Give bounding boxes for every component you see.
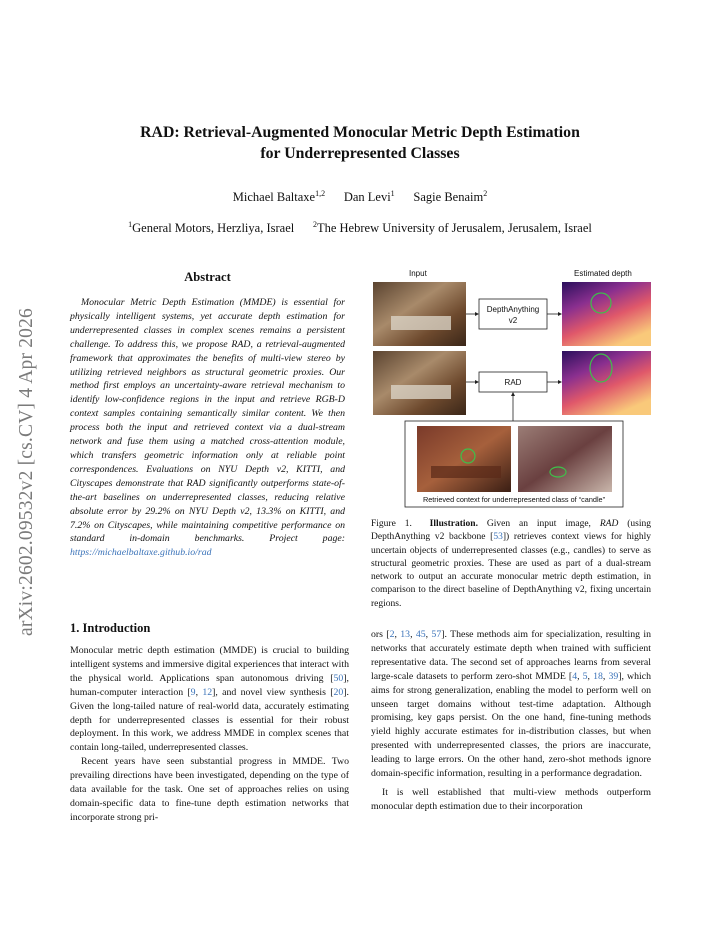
- paragraph: Recent years have seen substantial progress in MMDE. Two prevailing directions have been investigated, depending on the type of data available for the task. One set of approaches relies on using domain-specific data to fine-tune depth estimation networks that incorporate strong pri-: [70, 756, 349, 823]
- context-caption: Retrieved context for underrepresented class of “candle”: [422, 495, 606, 504]
- citation-link[interactable]: 50: [333, 672, 344, 684]
- paper-title: RAD: Retrieval-Augmented Monocular Metric Depth Estimation for Underrepresented Classes: [140, 124, 580, 162]
- citation-link[interactable]: 53: [493, 532, 503, 543]
- context-image-1: [417, 426, 511, 492]
- paragraph: It is well established that multi-view methods outperform monocular depth estimation due to their incorporation: [371, 786, 651, 812]
- input-image: [373, 351, 466, 415]
- paragraph: Monocular metric depth estimation (MMDE) is crucial to building intelligent systems and immersive digital experiences that interact with the physical world. Applications span autonomous driving [50], human-computer interaction [9, 12], and novel view synthesis [20]. Given the long-tailed nature of real-world data, accurately estimating depth for underrepresented classes is essential for their robust deployment. In this work, we address MMDE in complex scenes that contain long-tailed, underrepresented classes.: [70, 645, 349, 754]
- depthanything-box-label: v2: [508, 316, 518, 325]
- paragraph: ors [2, 13, 45, 57]. These methods aim for specialization, resulting in networks that accurately estimate depth when trained with sufficient representative data. The second set of approaches learns from several large-scale datasets to perform zero-shot MMDE [4, 5, 18, 39], which aims for strong generalization, enabling the model to perform well on unseen target domains without test-time adaptation. Although promising, key gaps persist. On the one hand, fine-tuning methods yield highly accurate estimates for in-distribution classes, but when presented with underrepresented classes, the priors are inaccurate, leading to large errors. On the other hand, zero-shot methods ignore domain-specific information, resulting in a performance degradation.: [371, 629, 651, 780]
- depth-output-baseline: [562, 282, 651, 346]
- figure-caption: Figure 1. Illustration. Given an input image, RAD (using DepthAnything v2 backbone [53]) retrieves context views for highly uncertain objects of underrepresented classes (e.g., candles) to serve as structural geometric proxies. These are used as part of a dual-stream network to output an accurate monocular metric depth estimation, in comparison to the direct baseline of DepthAnything v2, fixing uncertain regions.: [371, 519, 652, 609]
- context-image-2: [518, 426, 612, 492]
- input-label: Input: [409, 269, 427, 278]
- citation-link[interactable]: 18: [593, 670, 603, 682]
- intro-column-left: [70, 644, 349, 825]
- section-heading: 1. Introduction: [70, 621, 151, 635]
- citation-link[interactable]: 2: [389, 629, 395, 640]
- abstract-body: Monocular Metric Depth Estimation (MMDE) is essential for physically intelligent systems, yet accurate depth estimation for underrepresented classes in complex scenes remains a persistent challenge. To address this, we propose RAD, a retrieval-augmented framework that approximates the benefits of multi-view stereo by utilizing retrieved neighbors as structural geometric proxies. Our method first employs an uncertainty-aware retrieval mechanism to identify low-confidence regions in the input and retrieve RGB-D context samples containing semantically similar content. We then process both the input and retrieved context via a dual-stream network and fuse them using a matched cross-attention module, which transfers geometric information only at reliable point correspondences. Evaluations on NYU Depth v2, KITTI, and Cityscapes demonstrate that RAD significantly outperforms state-of-the-art baselines on underrepresented classes, reducing relative absolute error by 29.2% on NYU Depth v2, 13.3% on KITTI, and 7.2% on Cityscapes, while maintaining competitive performance on standard in-domain benchmarks. Project page: https://michaelbaltaxe.github.io/rad: [70, 297, 345, 559]
- rad-box-label: RAD: [504, 378, 522, 387]
- abstract-heading: Abstract: [184, 270, 231, 284]
- arxiv-stamp: arXiv:2602.09532v2 [cs.CV] 4 Apr 2026: [16, 307, 37, 637]
- author-name: Michael Baltaxe: [232, 190, 316, 204]
- figure-1: [371, 266, 656, 511]
- depth-output-rad: [562, 351, 651, 415]
- citation-link[interactable]: 13: [400, 629, 411, 640]
- project-page-link[interactable]: https://michaelbaltaxe.github.io/rad: [70, 547, 212, 559]
- citation-link[interactable]: 12: [202, 686, 213, 698]
- author-name: Dan Levi: [343, 190, 391, 204]
- figure-graphic: [371, 266, 656, 511]
- citation-link[interactable]: 5: [582, 670, 588, 682]
- estimated-depth-label: Estimated depth: [574, 269, 632, 278]
- citation-link[interactable]: 45: [415, 629, 426, 640]
- input-image: [373, 282, 466, 346]
- intro-column-right: [371, 628, 651, 814]
- affiliations: $^1$General Motors, Herzliya, Israel $^2$The Hebrew University of Jerusalem, Jerusalem, Israel: [128, 219, 592, 235]
- citation-link[interactable]: 20: [333, 686, 344, 698]
- citation-link[interactable]: 39: [608, 670, 619, 682]
- citation-link[interactable]: 4: [572, 670, 578, 682]
- author-list: Michael Baltaxe$^{1,2}$ Dan Levi$^1$ Sagie Benaim$^2$: [232, 188, 488, 204]
- citation-link[interactable]: 9: [190, 686, 196, 698]
- depthanything-box-label: DepthAnything: [486, 305, 540, 314]
- citation-link[interactable]: 57: [431, 629, 442, 640]
- author-name: Sagie Benaim: [413, 190, 484, 204]
